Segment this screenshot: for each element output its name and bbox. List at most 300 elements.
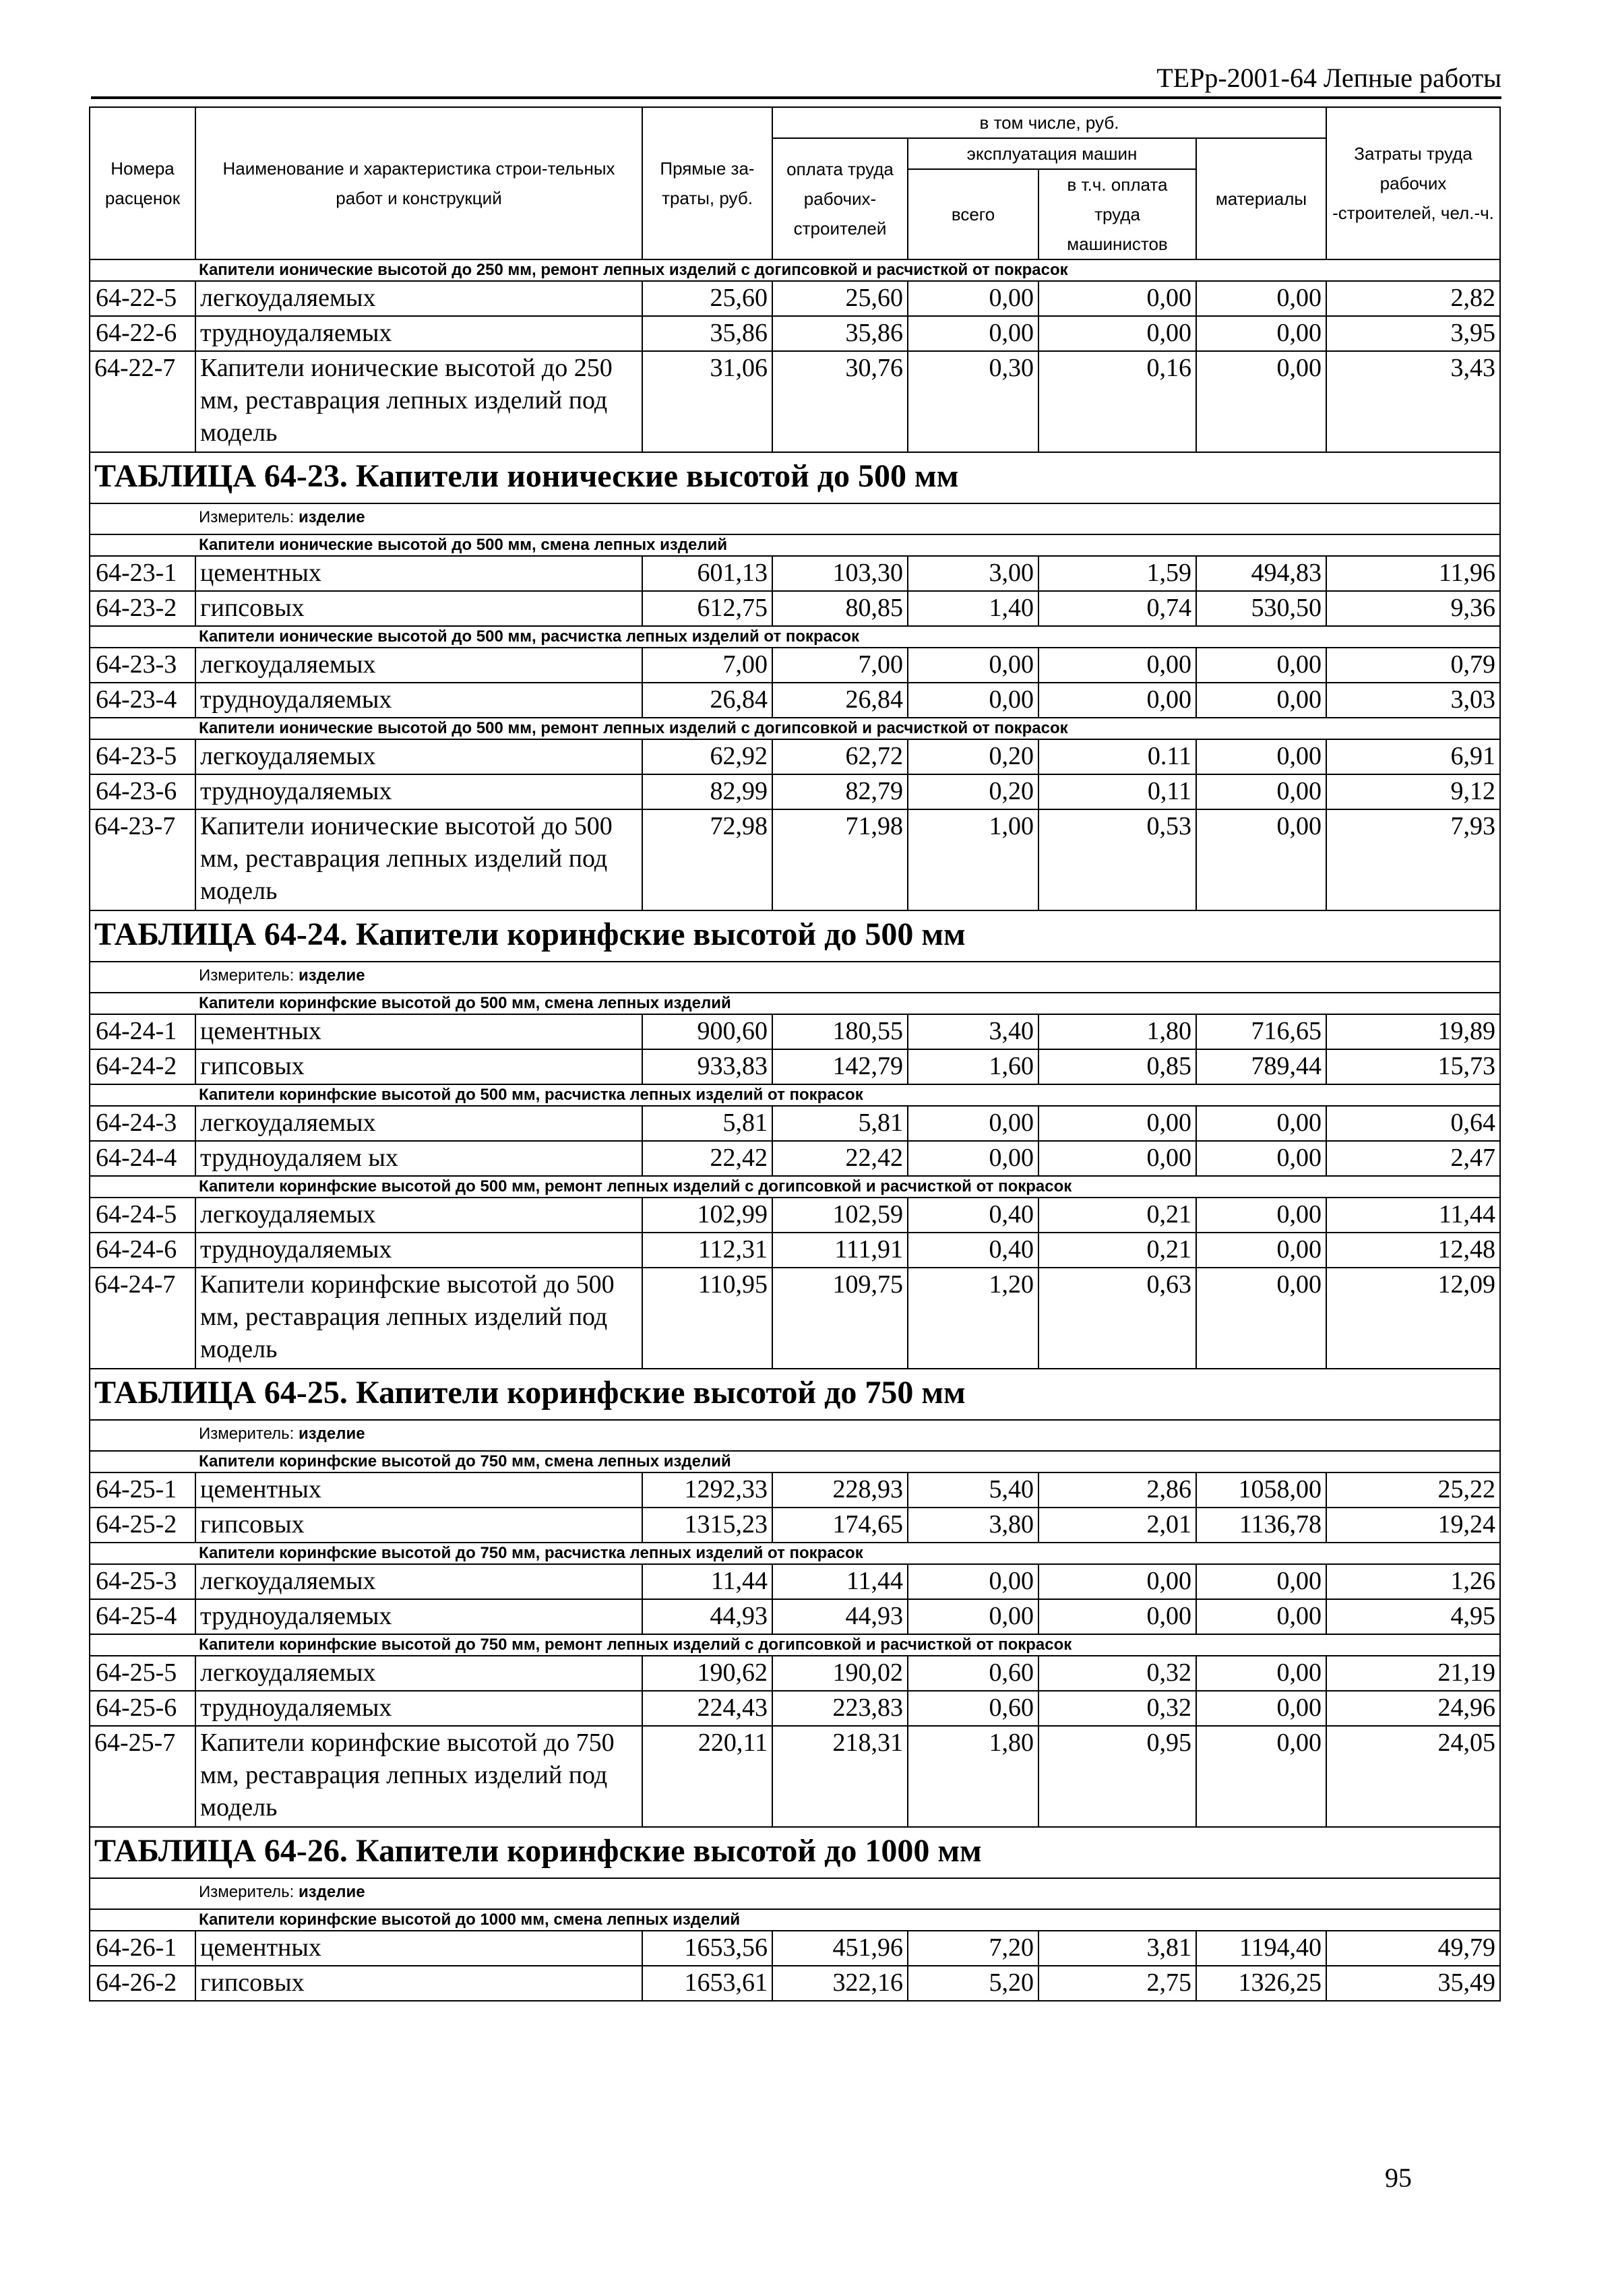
table-section-title-row <box>90 452 1500 503</box>
group-heading-text: Капители ионические высотой до 250 мм, ремонт лепных изделий с догипсовкой и расчисткой от покрасок <box>199 261 1068 279</box>
machines-total: 1,60 <box>908 1049 1038 1084</box>
labor-pay: 71,98 <box>772 809 908 910</box>
labor-hours: 25,22 <box>1326 1472 1500 1508</box>
col-header-name: Наименование и характеристика строи-тельных работ и конструкций <box>195 107 642 259</box>
work-name: трудноудаляемых <box>195 316 642 351</box>
unit-value: изделие <box>298 508 365 526</box>
labor-hours: 11,44 <box>1326 1198 1500 1233</box>
group-heading-row <box>90 1176 1500 1198</box>
labor-hours: 2,82 <box>1326 281 1500 316</box>
rate-code: 64-24-4 <box>90 1141 195 1176</box>
group-heading-text: Капители ионические высотой до 500 мм, расчистка лепных изделий от покрасок <box>199 627 860 646</box>
machines-labor: 0,00 <box>1038 648 1196 683</box>
table-row <box>90 1268 1500 1369</box>
materials: 0,00 <box>1196 1564 1326 1599</box>
machines-total: 0,00 <box>908 281 1038 316</box>
group-heading-row <box>90 1543 1500 1564</box>
direct-costs: 224,43 <box>642 1691 772 1726</box>
labor-hours: 0,64 <box>1326 1106 1500 1141</box>
materials: 0,00 <box>1196 1691 1326 1726</box>
labor-hours: 3,43 <box>1326 351 1500 452</box>
labor-pay: 322,16 <box>772 1966 908 2001</box>
labor-pay: 102,59 <box>772 1198 908 1233</box>
table-section-title-row <box>90 1827 1500 1878</box>
machines-total: 0,00 <box>908 1564 1038 1599</box>
machines-total: 7,20 <box>908 1931 1038 1966</box>
group-heading-cell <box>90 1909 1500 1931</box>
materials: 0,00 <box>1196 1656 1326 1691</box>
machines-labor: 0,63 <box>1038 1268 1196 1369</box>
work-name: Капители коринфские высотой до 750 мм, реставрация лепных изделий под модель <box>195 1726 642 1827</box>
machines-total: 0,00 <box>908 1141 1038 1176</box>
col-header-materials: материалы <box>1196 138 1326 259</box>
materials: 0,00 <box>1196 1726 1326 1827</box>
table-row <box>90 1599 1500 1634</box>
materials: 0,00 <box>1196 316 1326 351</box>
group-heading-cell <box>90 259 1500 281</box>
col-header-machines: эксплуатация машин <box>908 138 1196 169</box>
rate-code: 64-23-7 <box>90 809 195 910</box>
work-name: трудноудаляемых <box>195 1599 642 1634</box>
labor-hours: 9,12 <box>1326 774 1500 809</box>
labor-hours: 19,24 <box>1326 1508 1500 1543</box>
materials: 0,00 <box>1196 1198 1326 1233</box>
unit-cell <box>90 1420 1500 1451</box>
unit-cell <box>90 1878 1500 1909</box>
group-heading-text: Капители коринфские высотой до 500 мм, смена лепных изделий <box>199 994 731 1012</box>
table-row <box>90 809 1500 910</box>
machines-total: 5,40 <box>908 1472 1038 1508</box>
work-name: легкоудаляемых <box>195 281 642 316</box>
machines-total: 0,00 <box>908 316 1038 351</box>
materials: 0,00 <box>1196 739 1326 774</box>
table-row <box>90 281 1500 316</box>
machines-labor: 0,74 <box>1038 591 1196 626</box>
direct-costs: 5,81 <box>642 1106 772 1141</box>
work-name: трудноудаляемых <box>195 1691 642 1726</box>
table-row <box>90 1691 1500 1726</box>
materials: 789,44 <box>1196 1049 1326 1084</box>
table-row <box>90 591 1500 626</box>
work-name: гипсовых <box>195 1049 642 1084</box>
work-name: гипсовых <box>195 591 642 626</box>
labor-hours: 3,03 <box>1326 683 1500 718</box>
col-header-direct: Прямые за-траты, руб. <box>642 107 772 259</box>
labor-hours: 6,91 <box>1326 739 1500 774</box>
materials: 0,00 <box>1196 1599 1326 1634</box>
machines-labor: 2,01 <box>1038 1508 1196 1543</box>
labor-hours: 1,26 <box>1326 1564 1500 1599</box>
direct-costs: 31,06 <box>642 351 772 452</box>
rate-code: 64-25-3 <box>90 1564 195 1599</box>
rate-code: 64-23-4 <box>90 683 195 718</box>
table-row <box>90 774 1500 809</box>
machines-total: 3,00 <box>908 556 1038 591</box>
labor-hours: 15,73 <box>1326 1049 1500 1084</box>
machines-labor: 0,00 <box>1038 1106 1196 1141</box>
group-heading-row <box>90 718 1500 739</box>
machines-total: 0,20 <box>908 774 1038 809</box>
group-heading-cell <box>90 1634 1500 1656</box>
unit-cell <box>90 503 1500 534</box>
labor-hours: 0,79 <box>1326 648 1500 683</box>
work-name: трудноудаляем ых <box>195 1141 642 1176</box>
machines-total: 0,00 <box>908 683 1038 718</box>
machines-total: 1,20 <box>908 1268 1038 1369</box>
labor-hours: 12,48 <box>1326 1233 1500 1268</box>
labor-hours: 24,05 <box>1326 1726 1500 1827</box>
group-heading-cell <box>90 1084 1500 1106</box>
work-name: легкоудаляемых <box>195 648 642 683</box>
group-heading-row <box>90 626 1500 648</box>
work-name: цементных <box>195 1014 642 1049</box>
table-section-title: ТАБЛИЦА 64-26. Капители коринфские высотой до 1000 мм <box>90 1827 1500 1878</box>
labor-hours: 11,96 <box>1326 556 1500 591</box>
group-heading-text: Капители коринфские высотой до 500 мм, ремонт лепных изделий с догипсовкой и расчисткой от покрасок <box>199 1177 1072 1196</box>
machines-labor: 0,21 <box>1038 1198 1196 1233</box>
rate-code: 64-24-6 <box>90 1233 195 1268</box>
direct-costs: 1653,61 <box>642 1966 772 2001</box>
labor-pay: 7,00 <box>772 648 908 683</box>
rate-code: 64-23-1 <box>90 556 195 591</box>
unit-label: Измеритель: <box>199 1883 294 1901</box>
price-table <box>89 106 1501 2002</box>
table-row <box>90 1106 1500 1141</box>
group-heading-cell <box>90 1543 1500 1564</box>
materials: 0,00 <box>1196 683 1326 718</box>
labor-hours: 35,49 <box>1326 1966 1500 2001</box>
materials: 1136,78 <box>1196 1508 1326 1543</box>
group-heading-cell <box>90 1176 1500 1198</box>
direct-costs: 102,99 <box>642 1198 772 1233</box>
rate-code: 64-25-4 <box>90 1599 195 1634</box>
unit-row <box>90 503 1500 534</box>
materials: 0,00 <box>1196 1233 1326 1268</box>
machines-labor: 2,75 <box>1038 1966 1196 2001</box>
labor-hours: 3,95 <box>1326 316 1500 351</box>
labor-pay: 174,65 <box>772 1508 908 1543</box>
labor-hours: 7,93 <box>1326 809 1500 910</box>
table-row <box>90 1233 1500 1268</box>
col-header-incl: в том числе, руб. <box>772 107 1326 138</box>
machines-total: 3,80 <box>908 1508 1038 1543</box>
table-section-title-row <box>90 910 1500 962</box>
table-section-title: ТАБЛИЦА 64-24. Капители коринфские высотой до 500 мм <box>90 910 1500 962</box>
machines-labor: 1,80 <box>1038 1014 1196 1049</box>
labor-hours: 2,47 <box>1326 1141 1500 1176</box>
work-name: трудноудаляемых <box>195 683 642 718</box>
unit-label: Измеритель: <box>199 966 294 985</box>
table-row <box>90 739 1500 774</box>
rate-code: 64-23-6 <box>90 774 195 809</box>
labor-pay: 142,79 <box>772 1049 908 1084</box>
labor-pay: 44,93 <box>772 1599 908 1634</box>
machines-labor: 0,32 <box>1038 1656 1196 1691</box>
table-row <box>90 1564 1500 1599</box>
direct-costs: 220,11 <box>642 1726 772 1827</box>
page-header-title: ТЕРр-2001-64 Лепные работы <box>1156 63 1501 93</box>
page-number: 95 <box>1385 2163 1412 2193</box>
group-heading-row <box>90 1084 1500 1106</box>
machines-total: 0,60 <box>908 1691 1038 1726</box>
machines-labor: 0,00 <box>1038 1141 1196 1176</box>
rate-code: 64-24-2 <box>90 1049 195 1084</box>
unit-value: изделие <box>298 966 365 985</box>
work-name: Капители коринфские высотой до 500 мм, реставрация лепных изделий под модель <box>195 1268 642 1369</box>
work-name: трудноудаляемых <box>195 774 642 809</box>
machines-labor: 0,53 <box>1038 809 1196 910</box>
unit-row <box>90 962 1500 993</box>
table-row <box>90 648 1500 683</box>
machines-total: 0,00 <box>908 1599 1038 1634</box>
work-name: гипсовых <box>195 1508 642 1543</box>
machines-total: 0,40 <box>908 1198 1038 1233</box>
labor-hours: 9,36 <box>1326 591 1500 626</box>
machines-labor: 0,32 <box>1038 1691 1196 1726</box>
group-heading-row <box>90 534 1500 556</box>
machines-labor: 0,95 <box>1038 1726 1196 1827</box>
labor-pay: 180,55 <box>772 1014 908 1049</box>
machines-labor: 0,00 <box>1038 1564 1196 1599</box>
labor-hours: 21,19 <box>1326 1656 1500 1691</box>
direct-costs: 62,92 <box>642 739 772 774</box>
machines-labor: 2,86 <box>1038 1472 1196 1508</box>
group-heading-row <box>90 993 1500 1014</box>
table-row <box>90 1198 1500 1233</box>
machines-total: 0,00 <box>908 648 1038 683</box>
machines-labor: 0.11 <box>1038 739 1196 774</box>
work-name: легкоудаляемых <box>195 1656 642 1691</box>
machines-labor: 0,11 <box>1038 774 1196 809</box>
direct-costs: 601,13 <box>642 556 772 591</box>
group-heading-cell <box>90 626 1500 648</box>
rate-code: 64-23-5 <box>90 739 195 774</box>
machines-labor: 0,00 <box>1038 683 1196 718</box>
work-name: Капители ионические высотой до 250 мм, реставрация лепных изделий под модель <box>195 351 642 452</box>
col-header-labor-pay: оплата труда рабочих-строителей <box>772 138 908 259</box>
labor-pay: 22,42 <box>772 1141 908 1176</box>
direct-costs: 110,95 <box>642 1268 772 1369</box>
col-header-machines-total: всего <box>908 169 1038 259</box>
col-header-machines-labor: в т.ч. оплата труда машинистов <box>1038 169 1196 259</box>
labor-hours: 12,09 <box>1326 1268 1500 1369</box>
table-row <box>90 1726 1500 1827</box>
labor-pay: 25,60 <box>772 281 908 316</box>
direct-costs: 190,62 <box>642 1656 772 1691</box>
materials: 530,50 <box>1196 591 1326 626</box>
rate-code: 64-23-2 <box>90 591 195 626</box>
machines-total: 1,40 <box>908 591 1038 626</box>
work-name: гипсовых <box>195 1966 642 2001</box>
group-heading-row <box>90 259 1500 281</box>
direct-costs: 612,75 <box>642 591 772 626</box>
direct-costs: 7,00 <box>642 648 772 683</box>
machines-labor: 0,21 <box>1038 1233 1196 1268</box>
work-name: легкоудаляемых <box>195 1106 642 1141</box>
group-heading-row <box>90 1451 1500 1472</box>
table-row <box>90 1472 1500 1508</box>
direct-costs: 72,98 <box>642 809 772 910</box>
rate-code: 64-26-1 <box>90 1931 195 1966</box>
materials: 0,00 <box>1196 648 1326 683</box>
work-name: цементных <box>195 1931 642 1966</box>
direct-costs: 112,31 <box>642 1233 772 1268</box>
machines-total: 0,30 <box>908 351 1038 452</box>
labor-pay: 109,75 <box>772 1268 908 1369</box>
machines-labor: 3,81 <box>1038 1931 1196 1966</box>
table-row <box>90 316 1500 351</box>
materials: 0,00 <box>1196 1268 1326 1369</box>
labor-pay: 82,79 <box>772 774 908 809</box>
labor-pay: 223,83 <box>772 1691 908 1726</box>
direct-costs: 44,93 <box>642 1599 772 1634</box>
machines-total: 0,40 <box>908 1233 1038 1268</box>
unit-row <box>90 1420 1500 1451</box>
group-heading-cell <box>90 718 1500 739</box>
unit-value: изделие <box>298 1883 365 1901</box>
rate-code: 64-26-2 <box>90 1966 195 2001</box>
materials: 1058,00 <box>1196 1472 1326 1508</box>
direct-costs: 11,44 <box>642 1564 772 1599</box>
table-row <box>90 683 1500 718</box>
table-row <box>90 1049 1500 1084</box>
table-row <box>90 1014 1500 1049</box>
group-heading-text: Капители коринфские высотой до 750 мм, расчистка лепных изделий от покрасок <box>199 1544 863 1562</box>
rate-code: 64-22-5 <box>90 281 195 316</box>
machines-labor: 0,85 <box>1038 1049 1196 1084</box>
materials: 0,00 <box>1196 1106 1326 1141</box>
machines-total: 0,00 <box>908 1106 1038 1141</box>
work-name: легкоудаляемых <box>195 1198 642 1233</box>
unit-value: изделие <box>298 1425 365 1443</box>
labor-pay: 111,91 <box>772 1233 908 1268</box>
price-table-frame <box>89 106 1499 2002</box>
labor-pay: 103,30 <box>772 556 908 591</box>
rate-code: 64-25-7 <box>90 1726 195 1827</box>
unit-cell <box>90 962 1500 993</box>
rate-code: 64-24-3 <box>90 1106 195 1141</box>
materials: 494,83 <box>1196 556 1326 591</box>
labor-pay: 228,93 <box>772 1472 908 1508</box>
table-row <box>90 1931 1500 1966</box>
rate-code: 64-25-2 <box>90 1508 195 1543</box>
labor-pay: 62,72 <box>772 739 908 774</box>
rate-code: 64-24-7 <box>90 1268 195 1369</box>
group-heading-cell <box>90 534 1500 556</box>
materials: 0,00 <box>1196 351 1326 452</box>
work-name: Капители ионические высотой до 500 мм, реставрация лепных изделий под модель <box>195 809 642 910</box>
work-name: цементных <box>195 556 642 591</box>
group-heading-text: Капители ионические высотой до 500 мм, смена лепных изделий <box>199 536 728 554</box>
materials: 0,00 <box>1196 1141 1326 1176</box>
rate-code: 64-24-1 <box>90 1014 195 1049</box>
group-heading-text: Капители коринфские высотой до 750 мм, ремонт лепных изделий с догипсовкой и расчисткой от покрасок <box>199 1636 1072 1654</box>
machines-total: 5,20 <box>908 1966 1038 2001</box>
rate-code: 64-22-7 <box>90 351 195 452</box>
group-heading-text: Капители ионические высотой до 500 мм, ремонт лепных изделий с догипсовкой и расчисткой от покрасок <box>199 719 1068 737</box>
direct-costs: 900,60 <box>642 1014 772 1049</box>
table-section-title: ТАБЛИЦА 64-25. Капители коринфские высотой до 750 мм <box>90 1369 1500 1420</box>
materials: 1194,40 <box>1196 1931 1326 1966</box>
group-heading-cell <box>90 993 1500 1014</box>
labor-hours: 49,79 <box>1326 1931 1500 1966</box>
table-row <box>90 1966 1500 2001</box>
labor-pay: 80,85 <box>772 591 908 626</box>
rate-code: 64-25-6 <box>90 1691 195 1726</box>
table-row <box>90 556 1500 591</box>
rate-code: 64-24-5 <box>90 1198 195 1233</box>
labor-hours: 19,89 <box>1326 1014 1500 1049</box>
unit-label: Измеритель: <box>199 1425 294 1443</box>
table-row <box>90 1656 1500 1691</box>
col-header-code: Номера расценок <box>90 107 195 259</box>
machines-total: 1,80 <box>908 1726 1038 1827</box>
materials: 0,00 <box>1196 809 1326 910</box>
rate-code: 64-25-1 <box>90 1472 195 1508</box>
direct-costs: 933,83 <box>642 1049 772 1084</box>
direct-costs: 1292,33 <box>642 1472 772 1508</box>
machines-labor: 0,00 <box>1038 316 1196 351</box>
table-header-row-1 <box>90 107 1500 138</box>
materials: 1326,25 <box>1196 1966 1326 2001</box>
unit-row <box>90 1878 1500 1909</box>
labor-hours: 4,95 <box>1326 1599 1500 1634</box>
machines-labor: 1,59 <box>1038 556 1196 591</box>
labor-pay: 26,84 <box>772 683 908 718</box>
materials: 0,00 <box>1196 774 1326 809</box>
table-row <box>90 1508 1500 1543</box>
work-name: трудноудаляемых <box>195 1233 642 1268</box>
labor-pay: 218,31 <box>772 1726 908 1827</box>
col-header-labor-hours: Затраты труда рабочих -строителей, чел.-ч. <box>1326 107 1500 259</box>
labor-pay: 11,44 <box>772 1564 908 1599</box>
labor-hours: 24,96 <box>1326 1691 1500 1726</box>
labor-pay: 30,76 <box>772 351 908 452</box>
group-heading-row <box>90 1909 1500 1931</box>
table-section-title: ТАБЛИЦА 64-23. Капители ионические высотой до 500 мм <box>90 452 1500 503</box>
labor-pay: 5,81 <box>772 1106 908 1141</box>
rate-code: 64-25-5 <box>90 1656 195 1691</box>
direct-costs: 1315,23 <box>642 1508 772 1543</box>
machines-labor: 0,00 <box>1038 1599 1196 1634</box>
work-name: легкоудаляемых <box>195 739 642 774</box>
materials: 716,65 <box>1196 1014 1326 1049</box>
rate-code: 64-22-6 <box>90 316 195 351</box>
table-section-title-row <box>90 1369 1500 1420</box>
group-heading-text: Капители коринфские высотой до 750 мм, смена лепных изделий <box>199 1452 731 1470</box>
machines-total: 3,40 <box>908 1014 1038 1049</box>
labor-pay: 190,02 <box>772 1656 908 1691</box>
machines-total: 1,00 <box>908 809 1038 910</box>
direct-costs: 26,84 <box>642 683 772 718</box>
unit-label: Измеритель: <box>199 508 294 526</box>
machines-labor: 0,00 <box>1038 281 1196 316</box>
direct-costs: 22,42 <box>642 1141 772 1176</box>
machines-total: 0,20 <box>908 739 1038 774</box>
group-heading-row <box>90 1634 1500 1656</box>
group-heading-cell <box>90 1451 1500 1472</box>
table-row <box>90 351 1500 452</box>
rate-code: 64-23-3 <box>90 648 195 683</box>
work-name: легкоудаляемых <box>195 1564 642 1599</box>
work-name: цементных <box>195 1472 642 1508</box>
direct-costs: 82,99 <box>642 774 772 809</box>
direct-costs: 35,86 <box>642 316 772 351</box>
direct-costs: 25,60 <box>642 281 772 316</box>
group-heading-text: Капители коринфские высотой до 1000 мм, смена лепных изделий <box>199 1911 741 1929</box>
machines-labor: 0,16 <box>1038 351 1196 452</box>
machines-total: 0,60 <box>908 1656 1038 1691</box>
